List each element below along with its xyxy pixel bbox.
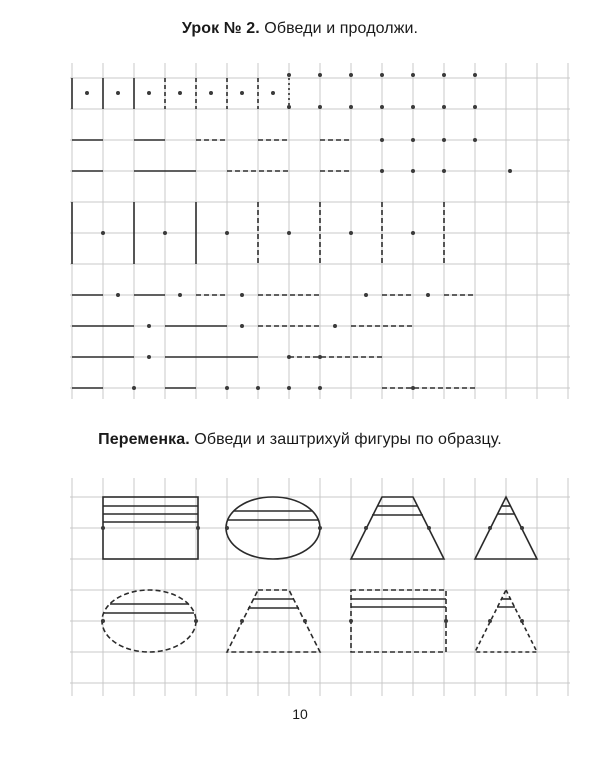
shapes-exercise-grid — [70, 478, 570, 696]
break-title-rest: Обведи и заштрихуй фигуры по образцу. — [189, 431, 502, 448]
pattern-row-2 — [72, 138, 512, 173]
lesson-title-rest: Обведи и продолжи. — [259, 20, 419, 37]
lesson-title-bold: Урок № 2. — [181, 20, 260, 37]
grid-lines — [70, 478, 570, 696]
page-number: 10 — [292, 706, 308, 722]
pattern-rows-4-7 — [72, 293, 475, 390]
lesson-heading — [0, 20, 600, 38]
break-heading — [0, 431, 600, 449]
break-title-bold: Переменка. — [98, 431, 190, 448]
tracing-exercise-grid — [70, 63, 570, 399]
